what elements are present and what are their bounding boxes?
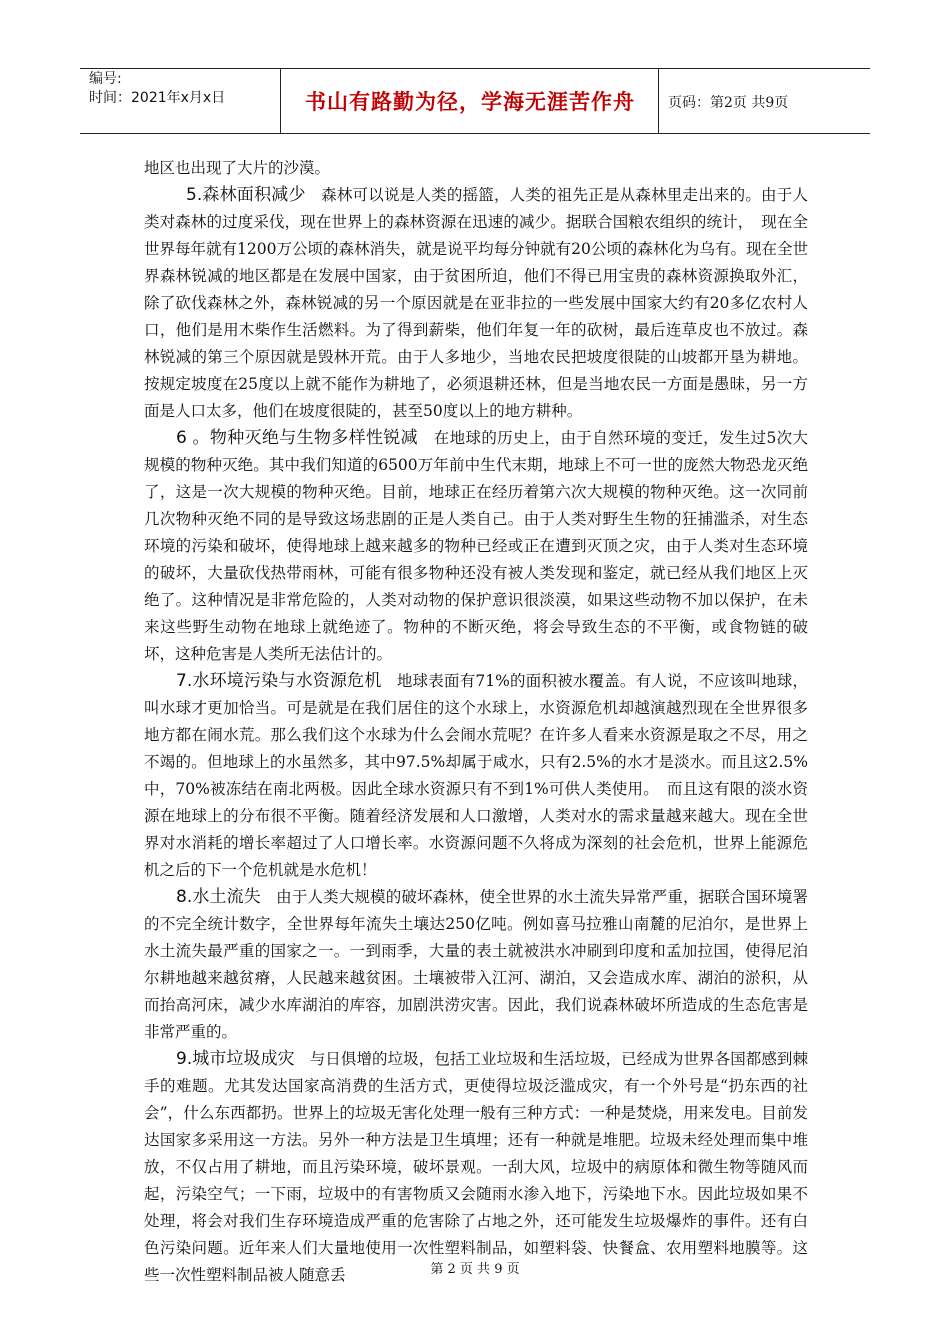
header-top-rule: [80, 68, 870, 69]
paragraph: [144, 182, 808, 425]
section-title: 8.水土流失: [176, 887, 261, 907]
document-body: [144, 155, 808, 1289]
section-title: 7.水环境污染与水资源危机: [176, 671, 382, 691]
header-meta: [89, 70, 225, 108]
paragraph-text: 森林可以说是人类的摇篮，人类的祖先正是从森林里走出来的。由于人类对森林的过度采伐，现在世界上的森林资源在迅速的减少。据联合国粮农组织的统计， 现在全世界每年就有1200万公顷的森林消失，就是说平均每分钟就有20公顷的森林化为乌有。现在全世界森林锐减的地区都是在发展中国家，由于贫困所迫，他们不得已用宝贵的森林资源换取外汇，除了砍伐森林之外，森林锐减的另一个原因就是在亚非拉的一些发展中国家大约有20多亿农村人口，他们是用木柴作生活燃料。为了得到薪柴，他们年复一年的砍树，最后连草皮也不放过。森林锐减的第三个原因就是毁林开荒。由于人多地少，当地农民把坡度很陡的山坡都开垦为耕地。按规定坡度在25度以上就不能作为耕地了，必须退耕还林，但是当地农民一方面是愚昧，另一方面是人口太多，他们在坡度很陡的，甚至50度以上的地方耕种。: [144, 186, 808, 420]
date-label: 时间：2021年x月x日: [89, 90, 226, 106]
paragraph: [144, 884, 808, 1046]
paragraph-text: 地区也出现了大片的沙漠。: [144, 159, 331, 177]
section-title: 5.森林面积减少: [186, 185, 306, 205]
paragraph-text: 由于人类大规模的破坏森林，使全世界的水土流失异常严重，据联合国环境署的不完全统计数字，全世界每年流失土壤达250亿吨。例如喜马拉雅山南麓的尼泊尔，是世界上水土流失最严重的国家之一。一到雨季，大量的表土就被洪水冲刷到印度和孟加拉国，使得尼泊尔耕地越来越贫瘠，人民越来越贫困。土壤被带入江河、湖泊，又会造成水库、湖泊的淤积，从而抬高河床，减少水库湖泊的库容，加剧洪涝灾害。因此，我们说森林破坏所造成的生态危害是非常严重的。: [144, 888, 808, 1041]
paragraph-text: 地球表面有71%的面积被水覆盖。有人说，不应该叫地球，叫水球才更加恰当。可是就是在我们居住的这个水球上，水资源危机却越演越烈现在全世界很多地方都在闹水荒。那么我们这个水球为什么会闹水荒呢？在许多人看来水资源是取之不尽，用之不竭的。但地球上的水虽然多，其中97.5%却属于咸水，只有2.5%的水才是淡水。而且这2.5%中，70%被冻结在南北两极。因此全球水资源只有不到1%可供人类使用。 而且这有限的淡水资源在地球上的分布很不平衡。随着经济发展和人口激增，人类对水的需求量越来越大。现在全世界对水消耗的增长率超过了人口增长率。水资源问题不久将成为深刻的社会危机，世界上能源危机之后的下一个危机就是水危机！: [144, 672, 809, 879]
paragraph: [144, 425, 808, 668]
section-title: 9.城市垃圾成灾: [176, 1049, 295, 1069]
header-page-info: 页码：第2页 共9页: [668, 95, 789, 111]
header-motto: 书山有路勤为径，学海无涯苦作舟: [305, 90, 635, 114]
paragraph-text: 与日俱增的垃圾，包括工业垃圾和生活垃圾，已经成为世界各国都感到棘手的难题。尤其发达国家高消费的生活方式，更使得垃圾泛滥成灾，有一个外号是“扔东西的社会”，什么东西都扔。世界上的垃圾无害化处理一般有三种方式：一种是焚烧，用来发电。目前发达国家多采用这一方法。另外一种方法是卫生填埋；还有一种就是堆肥。垃圾未经处理而集中堆放，不仅占用了耕地，而且污染环境，破坏景观。一刮大风，垃圾中的病原体和微生物等随风而起，污染空气；一下雨，垃圾中的有害物质又会随雨水渗入地下，污染地下水。因此垃圾如果不处理，将会对我们生存环境造成严重的危害除了占地之外，还可能发生垃圾爆炸的事件。还有白色污染问题。近年来人们大量地使用一次性塑料制品，如塑料袋、快餐盒、农用塑料地膜等。这些一次性塑料制品被人随意丢: [144, 1050, 808, 1284]
page-header: [80, 68, 870, 134]
paragraph: [144, 668, 808, 884]
header-bottom-rule: [80, 133, 870, 134]
number-label: 编号:: [89, 71, 122, 87]
paragraph: [144, 155, 808, 182]
page-footer: 第 2 页 共 9 页: [430, 1262, 520, 1277]
section-title: 6 。物种灭绝与生物多样性锐减: [176, 428, 418, 448]
paragraph: [144, 1046, 808, 1289]
paragraph-text: 在地球的历史上，由于自然环境的变迁，发生过5次大规模的物种灭绝。其中我们知道的6500万年前中生代末期，地球上不可一世的庞然大物恐龙灭绝了，这是一次大规模的物种灭绝。目前，地球正在经历着第六次大规模的物种灭绝。这一次同前几次物种灭绝不同的是导致这场悲剧的正是人类自己。由于人类对野生生物的狂捕滥杀，对生态环境的污染和破坏，使得地球上越来越多的物种已经或正在遭到灭顶之灾，由于人类对生态环境的破坏，大量砍伐热带雨林，可能有很多物种还没有被人类发现和鉴定，就已经从我们地区上灭绝了。这种情况是非常危险的，人类对动物的保护意识很淡漠，如果这些动物不加以保护，在未来这些野生动物在地球上就绝迹了。物种的不断灭绝，将会导致生态的不平衡，或食物链的破坏，这种危害是人类所无法估计的。: [144, 429, 808, 663]
